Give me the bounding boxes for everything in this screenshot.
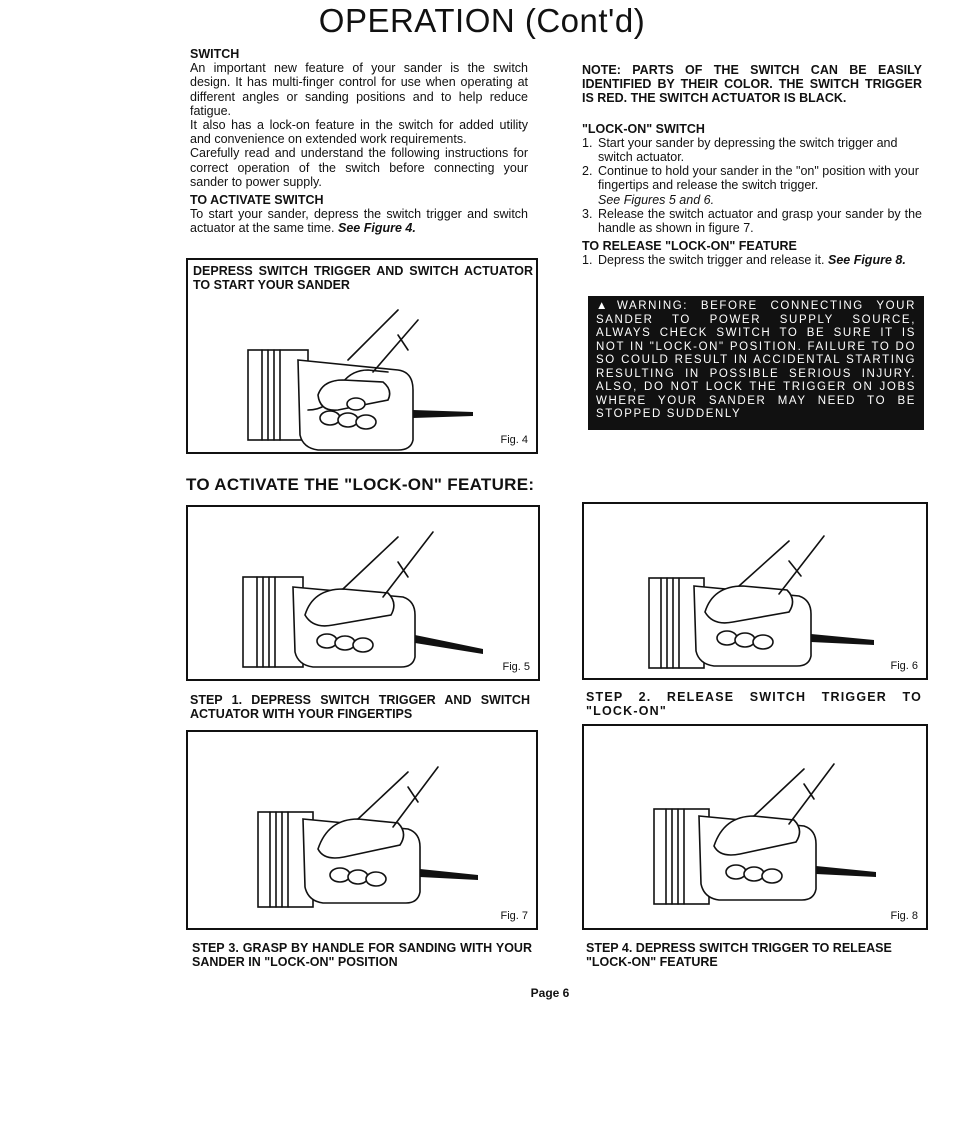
lockon-heading: "LOCK-ON" SWITCH (582, 121, 705, 136)
warning-text: WARNING: BEFORE CONNECTING YOUR SANDER TO POWER SUPPLY SOURCE, ALWAYS CHECK SWITCH TO BE SURE IT IS NOT IN "LOCK-ON" POSITION. FAILURE TO DO SO COULD RESULT IN ACCIDENTAL STARTING RESULTING IN POSSIBLE SERIOUS INJURY. ALSO, DO NOT LOCK THE TRIGGER ON JOBS WHERE YOUR SANDER MAY NEED TO BE STOPPED SUDDENLY (596, 300, 916, 420)
figure-4-caption: DEPRESS SWITCH TRIGGER AND SWITCH ACTUATOR TO START YOUR SANDER (193, 264, 533, 292)
switch-paragraph-3: Carefully read and understand the following instructions for correct operation of the switch before connecting your sander to power supply. (190, 146, 528, 189)
switch-heading: SWITCH (190, 47, 240, 61)
sander-hand-illustration (584, 726, 926, 928)
figure-8 (582, 724, 928, 930)
figure-8-label: Fig. 8 (890, 910, 918, 922)
note-text: NOTE: PARTS OF THE SWITCH CAN BE EASILY IDENTIFIED BY THEIR COLOR. THE SWITCH TRIGGER IS RED. THE SWITCH ACTUATOR IS BLACK. (582, 63, 922, 106)
warning-triangle-icon: ▲ (596, 300, 617, 312)
step-4-caption: STEP 4. DEPRESS SWITCH TRIGGER TO RELEASE "LOCK-ON" FEATURE (586, 941, 892, 969)
figure-7-label: Fig. 7 (500, 910, 528, 922)
lockon-figure-ref: See Figures 5 and 6. (598, 192, 715, 207)
right-column (582, 63, 922, 268)
page-title: OPERATION (Cont'd) (318, 2, 646, 39)
switch-paragraph-2: It also has a lock-on feature in the switch for added utility and convenience on extended work requirements. (190, 118, 528, 147)
step-1-caption: STEP 1. DEPRESS SWITCH TRIGGER AND SWITCH ACTUATOR WITH YOUR FINGERTIPS (190, 693, 530, 721)
lockon-steps (582, 136, 922, 235)
lockon-step: 3. Release the switch actuator and grasp your sander by the handle as shown in figure 7. (582, 206, 922, 236)
lockon-step: 2. Continue to hold your sander in the "on" position with your fingertips and release the switch trigger. See Figures 5 and 6. (582, 164, 922, 207)
switch-section (190, 47, 528, 236)
figure-5-label: Fig. 5 (502, 661, 530, 673)
release-steps (582, 253, 922, 267)
sander-hand-illustration (188, 732, 536, 928)
activate-text: To start your sander, depress the switch trigger and switch actuator at the same time. See Figure 4. (190, 207, 528, 236)
page-number: Page 6 (530, 986, 570, 1000)
sander-hand-illustration (188, 260, 536, 452)
figure-7 (186, 730, 538, 930)
figure-4-label: Fig. 4 (500, 434, 528, 446)
lockon-step: 1. Start your sander by depressing the switch trigger and switch actuator. (582, 135, 898, 165)
release-heading: TO RELEASE "LOCK-ON" FEATURE (582, 239, 797, 254)
step-2-caption: STEP 2. RELEASE SWITCH TRIGGER TO "LOCK-ON" (586, 690, 922, 718)
figure-6 (582, 502, 928, 680)
release-step: 1. Depress the switch trigger and release it. See Figure 8. (582, 253, 906, 268)
figure-4 (186, 258, 538, 454)
activate-heading: TO ACTIVATE SWITCH (190, 193, 324, 208)
switch-paragraph-1: An important new feature of your sander is the switch design. It has multi-finger control for use when operating at different angles or sanding positions and to help reduce fatigue. (190, 61, 528, 118)
sander-hand-illustration (188, 507, 538, 679)
release-figure-ref: See Figure 8. (827, 253, 906, 268)
sander-hand-illustration (584, 504, 926, 678)
figure-5 (186, 505, 540, 681)
step-3-caption: STEP 3. GRASP BY HANDLE FOR SANDING WITH YOUR SANDER IN "LOCK-ON" POSITION (192, 941, 532, 969)
figure-6-label: Fig. 6 (890, 660, 918, 672)
activate-figure-ref: See Figure 4. (338, 221, 416, 236)
lockon-section-heading: TO ACTIVATE THE "LOCK-ON" FEATURE: (186, 475, 535, 494)
warning-box (588, 296, 924, 430)
